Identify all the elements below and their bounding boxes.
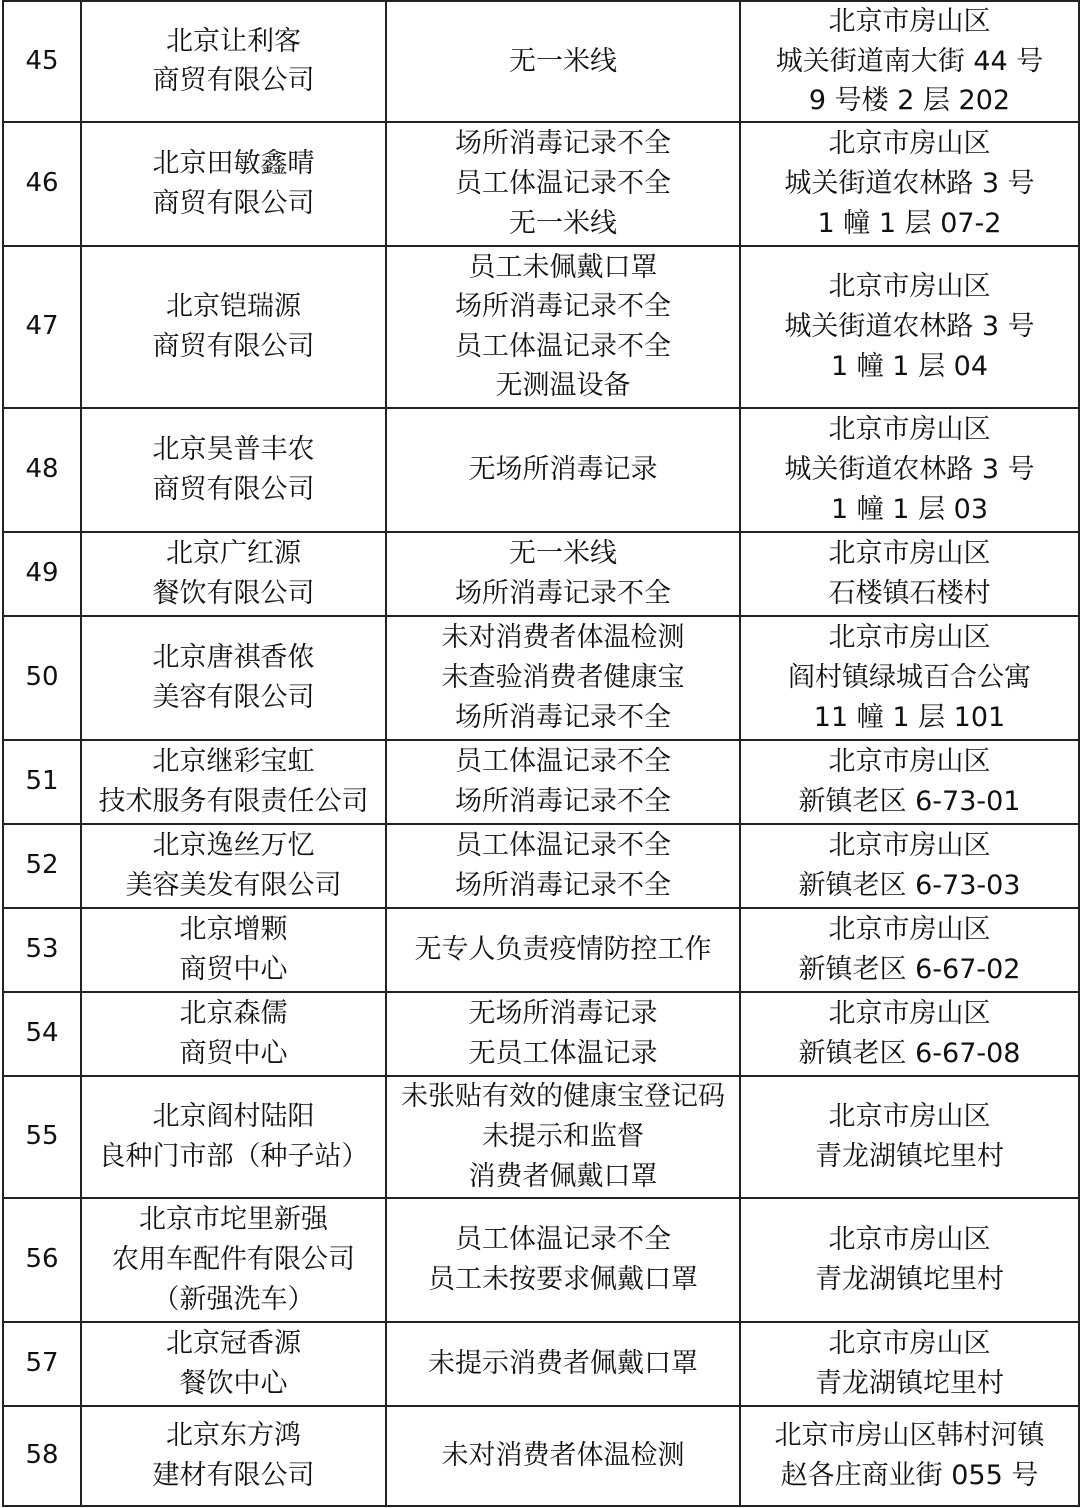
address-line: 北京市房山区 [828,1224,991,1256]
address-line: 北京市房山区 [828,622,991,654]
company-name-line: 农用车配件有限公司 [112,1243,355,1275]
issue-line: 无一米线 [509,45,617,77]
address-cell [740,1,1079,122]
issue-line: 员工体温记录不全 [455,830,671,862]
company-name-cell [81,1406,386,1506]
address-line: 北京市房山区 [828,271,991,303]
row-number: 52 [3,824,81,908]
row-number: 47 [3,246,81,408]
company-name-line: 北京东方鸿 [166,1420,301,1452]
address-line: 赵各庄商业街 055 号 [780,1459,1039,1491]
company-name-line: 良种门市部（种子站） [98,1140,369,1172]
row-number: 45 [3,1,81,122]
company-name-line: 北京田敏鑫晴 [152,148,315,180]
address-cell [740,1322,1079,1406]
address-line: 北京市房山区 [828,414,991,446]
issues-cell [386,908,740,992]
company-name-cell [81,1,386,122]
company-name-cell [81,992,386,1076]
address-line: 北京市房山区 [828,128,991,160]
company-name-line: 北京逸丝万忆 [152,830,315,862]
address-line: 青龙湖镇坨里村 [815,1367,1004,1399]
company-name-line: 北京市坨里新强 [139,1204,328,1236]
issue-line: 场所消毒记录不全 [455,785,671,817]
row-number: 51 [3,740,81,824]
company-name-line: 商贸有限公司 [152,473,315,505]
address-line: 青龙湖镇坨里村 [815,1263,1004,1295]
row-number: 50 [3,616,81,740]
company-name-cell [81,908,386,992]
company-name-line: （新强洗车） [152,1283,315,1315]
issue-line: 场所消毒记录不全 [455,291,671,323]
company-name-cell [81,1076,386,1198]
issue-line: 员工未按要求佩戴口罩 [428,1263,698,1295]
row-number: 53 [3,908,81,992]
issues-cell [386,616,740,740]
address-cell [740,1406,1079,1506]
company-name-cell [81,122,386,246]
row-number: 56 [3,1198,81,1322]
address-line: 北京市房山区 [828,1101,991,1133]
address-line: 新镇老区 6-73-01 [798,785,1021,817]
address-line: 北京市房山区 [828,914,991,946]
issues-cell [386,1,740,122]
address-line: 北京市房山区 [828,538,991,570]
issue-line: 员工体温记录不全 [455,746,671,778]
table-body [3,1,1079,1506]
company-name-line: 商贸有限公司 [152,187,315,219]
issues-cell [386,824,740,908]
issue-line: 未提示和监督 [482,1120,644,1152]
table-row [3,1198,1079,1322]
company-name-line: 餐饮有限公司 [152,577,315,609]
table-row [3,122,1079,246]
issue-line: 场所消毒记录不全 [455,701,671,733]
company-name-line: 餐饮中心 [179,1367,288,1399]
address-line: 北京市房山区 [828,1328,991,1360]
company-name-line: 美容有限公司 [152,681,315,713]
table-row [3,1322,1079,1406]
company-name-line: 北京冠香源 [166,1328,301,1360]
address-cell [740,992,1079,1076]
address-line: 北京市房山区 [828,830,991,862]
company-name-line: 美容美发有限公司 [125,869,342,901]
issue-line: 消费者佩戴口罩 [468,1160,658,1192]
company-name-cell [81,1198,386,1322]
company-name-cell [81,246,386,408]
issues-cell [386,408,740,532]
issues-cell [386,740,740,824]
address-line: 新镇老区 6-67-08 [798,1037,1021,1069]
issue-line: 未对消费者体温检测 [441,622,685,654]
issue-line: 无专人负责疫情防控工作 [414,933,712,965]
table-row [3,740,1079,824]
row-number: 57 [3,1322,81,1406]
address-cell [740,122,1079,246]
address-cell [740,1198,1079,1322]
address-cell [740,532,1079,616]
company-name-line: 北京广红源 [166,538,301,570]
table-row [3,1076,1079,1198]
issues-cell [386,1198,740,1322]
address-line: 北京市房山区 [828,746,991,778]
issue-line: 员工体温记录不全 [455,167,671,199]
issue-line: 员工体温记录不全 [455,330,671,362]
table-row [3,992,1079,1076]
issue-line: 无一米线 [509,538,617,570]
table-row [3,1406,1079,1506]
address-line: 1 幢 1 层 03 [830,493,989,525]
issues-cell [386,1076,740,1198]
table-row [3,532,1079,616]
company-name-line: 北京铠瑞源 [166,291,301,323]
company-name-line: 北京继彩宝虹 [152,746,315,778]
company-name-line: 商贸中心 [179,1037,288,1069]
company-name-line: 商贸中心 [179,953,288,985]
company-name-line: 北京阎村陆阳 [152,1101,315,1133]
company-name-line: 北京唐祺香侬 [152,642,315,674]
table-row [3,408,1079,532]
row-number: 49 [3,532,81,616]
address-line: 城关街道南大街 44 号 [775,45,1044,77]
company-name-cell [81,824,386,908]
row-number: 54 [3,992,81,1076]
company-name-line: 北京森儒 [179,998,288,1030]
company-name-line: 建材有限公司 [152,1459,315,1491]
address-cell [740,1076,1079,1198]
issue-line: 员工体温记录不全 [455,1224,671,1256]
issue-line: 无场所消毒记录 [468,998,658,1030]
company-name-cell [81,532,386,616]
issue-line: 场所消毒记录不全 [455,577,671,609]
address-line: 城关街道农林路 3 号 [784,310,1035,342]
address-line: 石楼镇石楼村 [828,577,991,609]
row-number: 46 [3,122,81,246]
address-cell [740,408,1079,532]
address-cell [740,908,1079,992]
company-name-cell [81,740,386,824]
address-cell [740,824,1079,908]
table-row [3,1,1079,122]
issue-line: 场所消毒记录不全 [455,128,671,160]
issue-line: 无员工体温记录 [468,1037,658,1069]
issue-line: 无测温设备 [495,370,631,402]
address-line: 11 幢 1 层 101 [813,701,1006,733]
company-name-line: 技术服务有限责任公司 [98,785,369,817]
row-number: 48 [3,408,81,532]
address-line: 新镇老区 6-67-02 [798,953,1021,985]
issue-line: 场所消毒记录不全 [455,869,671,901]
company-name-line: 北京昊普丰农 [152,434,315,466]
address-line: 城关街道农林路 3 号 [784,453,1035,485]
issues-cell [386,246,740,408]
issues-cell [386,1406,740,1506]
issues-cell [386,532,740,616]
address-line: 北京市房山区 [828,998,991,1030]
inspection-table [2,0,1080,1507]
address-line: 9 号楼 2 层 202 [808,85,1011,117]
address-cell [740,246,1079,408]
address-cell [740,740,1079,824]
issues-cell [386,1322,740,1406]
issue-line: 员工未佩戴口罩 [468,251,658,283]
issue-line: 无场所消毒记录 [468,453,658,485]
address-line: 北京市房山区 [828,6,991,37]
company-name-line: 北京增颗 [179,914,288,946]
address-line: 阎村镇绿城百合公寓 [788,661,1031,693]
company-name-line: 北京让利客 [166,25,301,57]
company-name-line: 商贸有限公司 [152,330,315,362]
address-line: 1 幢 1 层 07-2 [817,207,1002,239]
issue-line: 未查验消费者健康宝 [441,661,685,693]
address-line: 1 幢 1 层 04 [830,350,989,382]
address-line: 城关街道农林路 3 号 [784,167,1035,199]
issue-line: 未提示消费者佩戴口罩 [428,1347,698,1379]
address-line: 北京市房山区韩村河镇 [774,1420,1045,1452]
table-row [3,616,1079,740]
company-name-cell [81,616,386,740]
company-name-cell [81,1322,386,1406]
row-number: 55 [3,1076,81,1198]
table-row [3,908,1079,992]
company-name-cell [81,408,386,532]
table-row [3,824,1079,908]
address-cell [740,616,1079,740]
company-name-line: 商贸有限公司 [152,65,315,97]
issue-line: 未对消费者体温检测 [441,1439,685,1471]
address-line: 新镇老区 6-73-03 [798,869,1021,901]
address-line: 青龙湖镇坨里村 [815,1140,1004,1172]
table-row [3,246,1079,408]
row-number: 58 [3,1406,81,1506]
issues-cell [386,992,740,1076]
issue-line: 未张贴有效的健康宝登记码 [401,1081,725,1113]
issues-cell [386,122,740,246]
issue-line: 无一米线 [509,207,617,239]
